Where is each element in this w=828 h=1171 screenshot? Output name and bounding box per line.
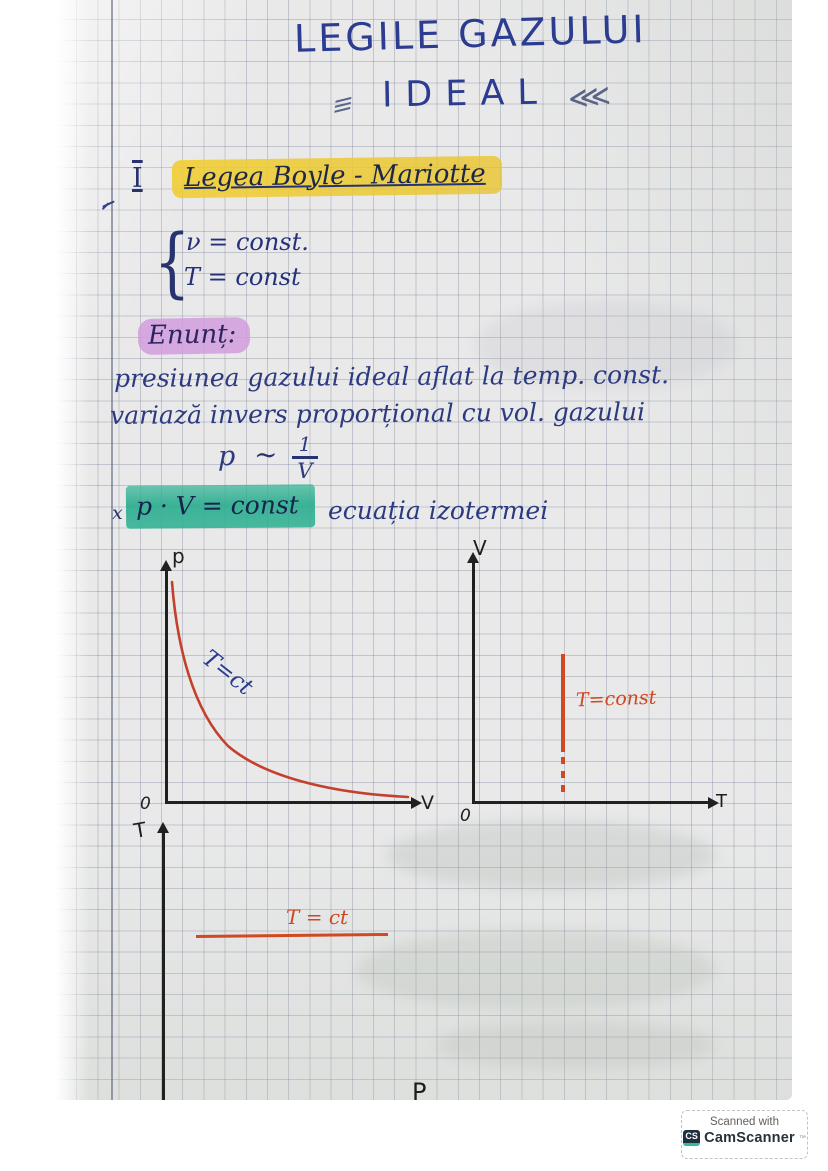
- curly-brace: {: [154, 217, 191, 306]
- fraction-numerator: 1: [298, 432, 312, 456]
- ghost-writing-smudge: [386, 820, 716, 890]
- notebook-margin-line: [111, 0, 113, 1100]
- tilde-symbol: ∼: [254, 438, 278, 471]
- purple-highlight: [138, 317, 251, 355]
- section-heading: Legea Boyle - Mariotte: [183, 158, 486, 194]
- pv-x-axis-label: V: [421, 792, 434, 814]
- vt-isotherm-line-dashed: [561, 757, 565, 799]
- camscanner-logo-icon: CS: [683, 1130, 700, 1146]
- enunt-label: Enunț:: [147, 319, 237, 351]
- yellow-highlight: [172, 156, 502, 199]
- page-title-line1: LEGILE GAZULUI: [293, 7, 648, 61]
- tp-y-axis: [162, 832, 165, 1100]
- tp-y-axis-label: T: [132, 817, 149, 843]
- ghost-writing-smudge: [436, 1020, 716, 1070]
- camscanner-name: CamScanner: [704, 1130, 795, 1146]
- vt-y-axis: [472, 562, 475, 802]
- statement-line1: presiunea gazului ideal aflat la temp. const.: [113, 360, 670, 393]
- isotherm-curve: [160, 562, 420, 807]
- teal-highlight: [126, 484, 315, 529]
- arrow-decoration-left-icon: ≡: [330, 86, 356, 124]
- vt-x-axis-label: T: [716, 791, 727, 812]
- pv-origin-label: 0: [140, 794, 151, 814]
- section-numeral: I: [132, 163, 143, 194]
- law-caption: ecuația izotermei: [328, 496, 549, 525]
- vt-isotherm-line: [561, 654, 565, 752]
- tp-x-axis-label-partial: P: [412, 1078, 427, 1100]
- vt-y-axis-label: V: [473, 536, 487, 560]
- vt-origin-label: 0: [460, 806, 471, 826]
- condition-line: T = const: [184, 263, 301, 291]
- fraction-one-over-v: [292, 434, 318, 482]
- vt-line-label: T=const: [575, 686, 657, 712]
- tp-y-axis-arrow: [157, 822, 169, 833]
- condition-line: ν = const.: [186, 228, 309, 256]
- tp-isotherm-line: [196, 933, 388, 938]
- prop-lhs: p: [218, 441, 236, 472]
- scanned-with-text: Scanned with: [709, 1116, 780, 1128]
- fraction-denominator: V: [297, 458, 313, 483]
- vt-x-axis: [472, 801, 710, 804]
- statement-line2: variază invers proporțional cu vol. gazului: [109, 397, 646, 430]
- trademark-symbol: ™: [798, 1134, 806, 1142]
- pv-curve-label: T=ct: [197, 645, 258, 701]
- page-title-line2: IDEAL: [381, 72, 551, 116]
- law-equation: p · V = const: [135, 490, 299, 521]
- pv-y-axis-label: p: [172, 544, 185, 568]
- page-edge-fade: [56, 0, 90, 1100]
- pen-scribble-icon: [99, 195, 118, 214]
- law-marker: x: [112, 502, 123, 524]
- notebook-page: [56, 0, 792, 1100]
- ghost-writing-smudge: [356, 930, 716, 1010]
- camscanner-badge: [681, 1110, 808, 1159]
- arrow-decoration-right-icon: ⋘: [566, 77, 613, 118]
- tp-line-label: T = ct: [286, 905, 349, 929]
